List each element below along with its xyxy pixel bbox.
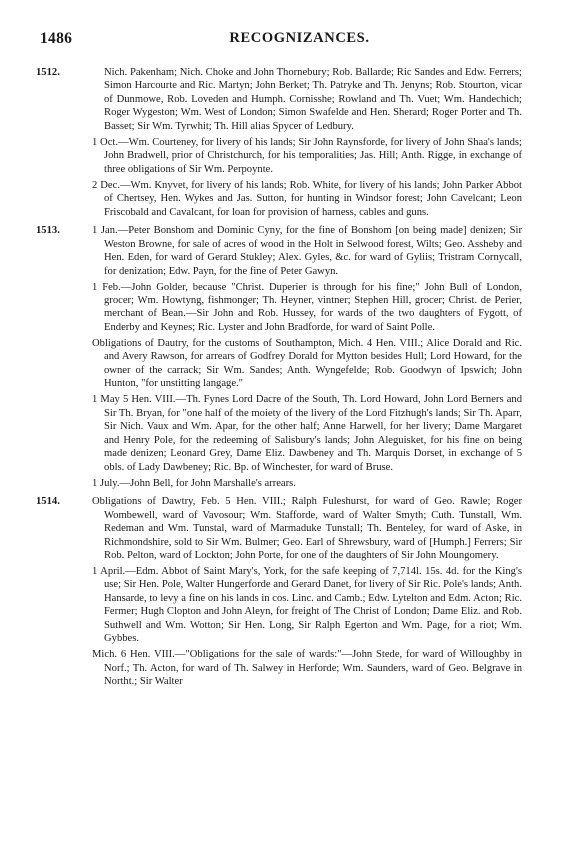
entry-paragraph: Obligations of Dawtry, Feb. 5 Hen. VIII.; Ralph Fuleshurst, for ward of Geo. Rawle; Roger Wombewell, ward of Vavosour; Wm. Stafforde, ward of Walter Smyth; Cuth. Tunstall, Wm. Redeman and Wm. Tunstal, ward of Marmaduke Tunstall; Th. Benteley, for ward of Aske, in Richmondshire, sold to Sir Wm. Bulmer; Geo. Earl of Shrewsbury, ward of [Humph.] Ferrers; Sir Rob. Pelton, ward of Lockton; John Porte, for one of the daughters of Sir John Moungomery. — [92, 496, 522, 561]
year-section — [36, 495, 522, 689]
year-label: 1512. — [36, 67, 60, 78]
entry-paragraph: Obligations of Dautry, for the customs of Southampton, Mich. 4 Hen. VIII.; Alice Dorald and Ric. and Avery Rawson, for arrears of Godfrey Dorald for Mytton besides Hull; Lord Howard, for the owner of the carrack; Sir Wm. Sandes; Anth. Wyngefelde; Rob. Goodwyn of Ipswich; John Hunton, "for unstitting langage." — [92, 337, 522, 390]
entry-paragraph: 1 May 5 Hen. VIII.—Th. Fynes Lord Dacre of the South, Th. Lord Howard, John Lord Berners and Sir Th. Bryan, for "one half of the moiety of the livery of the Lord Fitzhugh's lands; Sir Th. Aparr, Sir Nich. Vaux and Wm. Apar, for the other half; Anne Harwell, for her livery; Dame Margaret and Henry Pole, for the redeeming of Salisbury's lands; John Aleguisket, for his fine on being made denizen; Leonard Grey, Dame Eliz. Dawbeney and Th. Marquis Dorset, in exchange of 5 obls. of Lady Dawbeney; Ric. Bp. of Winchester, for ward of Bruse. — [92, 394, 522, 473]
entry-paragraph: 1 Jan.—Peter Bonshom and Dominic Cyny, for the fine of Bonshom [on being made] denizen; Sir Weston Browne, for sale of acres of wood in the Holt in Selwood forest, Wilts; Geo. Assheby and Hen. Eden, for ward of Gerard Stukley; Alex. Gyles, &c. for ward of Gyliis; Tristram Cornycall, for denization; Edw. Payn, for the fine of Peter Gawyn. — [92, 225, 522, 277]
document-body — [36, 66, 522, 691]
year-label: 1514. — [36, 496, 60, 508]
year-label: 1513. — [36, 225, 60, 237]
year-section — [36, 66, 522, 219]
year-section — [36, 224, 522, 490]
entry-paragraph: 1 July.—John Bell, for John Marshalle's arrears. — [92, 477, 296, 489]
page-number: 1486 — [40, 30, 73, 47]
entry-paragraph: Mich. 6 Hen. VIII.—"Obligations for the sale of wards:"—John Stede, for ward of Willoughby in Norf.; Th. Acton, for ward of Th. Salwey in Herforde; Wm. Saunders, ward of Geo. Belgrave in Northt.; Sir Walter — [92, 649, 522, 688]
entry-paragraph: 1 Feb.—John Golder, because "Christ. Duperier is through for his fine;" John Bull of London, grocer; Wm. Howtyng, fishmonger; Th. Heyner, vintner; Stephen Hill, grocer; Christ. de Perier, merchant of Bean.—Sir John and Rob. Hussey, for wards of the two daughters of Fygott, of Enderby and Keynes; Ric. Lyster and John Bradforde, for ward of Saint Polle. — [92, 281, 522, 333]
entry-paragraph: 1 April.—Edm. Abbot of Saint Mary's, York, for the safe keeping of 7,714l. 15s. 4d. for the King's use; Sir Hen. Pole, Walter Hungerforde and Gerard Danet, for livery of Sir Ric. Pole's lands; Anth. Hansarde, to levy a fine on his lands in cos. Linc. and Camb.; Edw. Lytelton and Edm. Acton; Ric. Fermer; Hugh Clopton and John Aleyn, for freight of The Christ of London; Dame Eliz. and Rob. Suthwell and Wm. Wotton; Sir Hen. Long, Sir Ralph Egerton and Wm. Page, for a riot; Wm. Gybbes. — [92, 566, 522, 645]
entry-paragraph: Nich. Pakenham; Nich. Choke and John Thornebury; Rob. Ballarde; Ric Sandes and Edw. Ferrers; Simon Harcourte and Ric. Martyn; John Berket; Th. Patryke and Th. Jenyns; Rob. Stourton, vicar of Dunmowe, Rob. Loveden and Humph. Cornisshe; Rowland and Th. Vuet; Wm. Handechich; Roger Wygeston; Wm. West of London; Simon Swafelde and Hen. Sherard; Roger Porter and Th. Basset; Sir Wm. Tyrwhit; Th. Hill alias Spycer of Ledbury. — [104, 67, 522, 132]
running-title: RECOGNIZANCES. — [229, 30, 370, 46]
page-header — [40, 30, 519, 52]
entry-paragraph: 2 Dec.—Wm. Knyvet, for livery of his lands; Rob. White, for livery of his lands; John Parker Abbot of Chertsey, Hen. Wykes and Jas. Sutton, for hunting in Windsor forest; John Cavelcant; Leon Friscobald and Cavalcant, for loan for provision of harness, cables and guns. — [92, 179, 522, 218]
entry-paragraph: 1 Oct.—Wm. Courteney, for livery of his lands; Sir John Raynsforde, for livery of John Shaa's lands; John Bradwell, prior of Christchurch, for his temporalities; Jas. Hill; Anth. Rigge, in exchange of three obligations of Sir Wm. Perpoynte. — [92, 136, 522, 175]
